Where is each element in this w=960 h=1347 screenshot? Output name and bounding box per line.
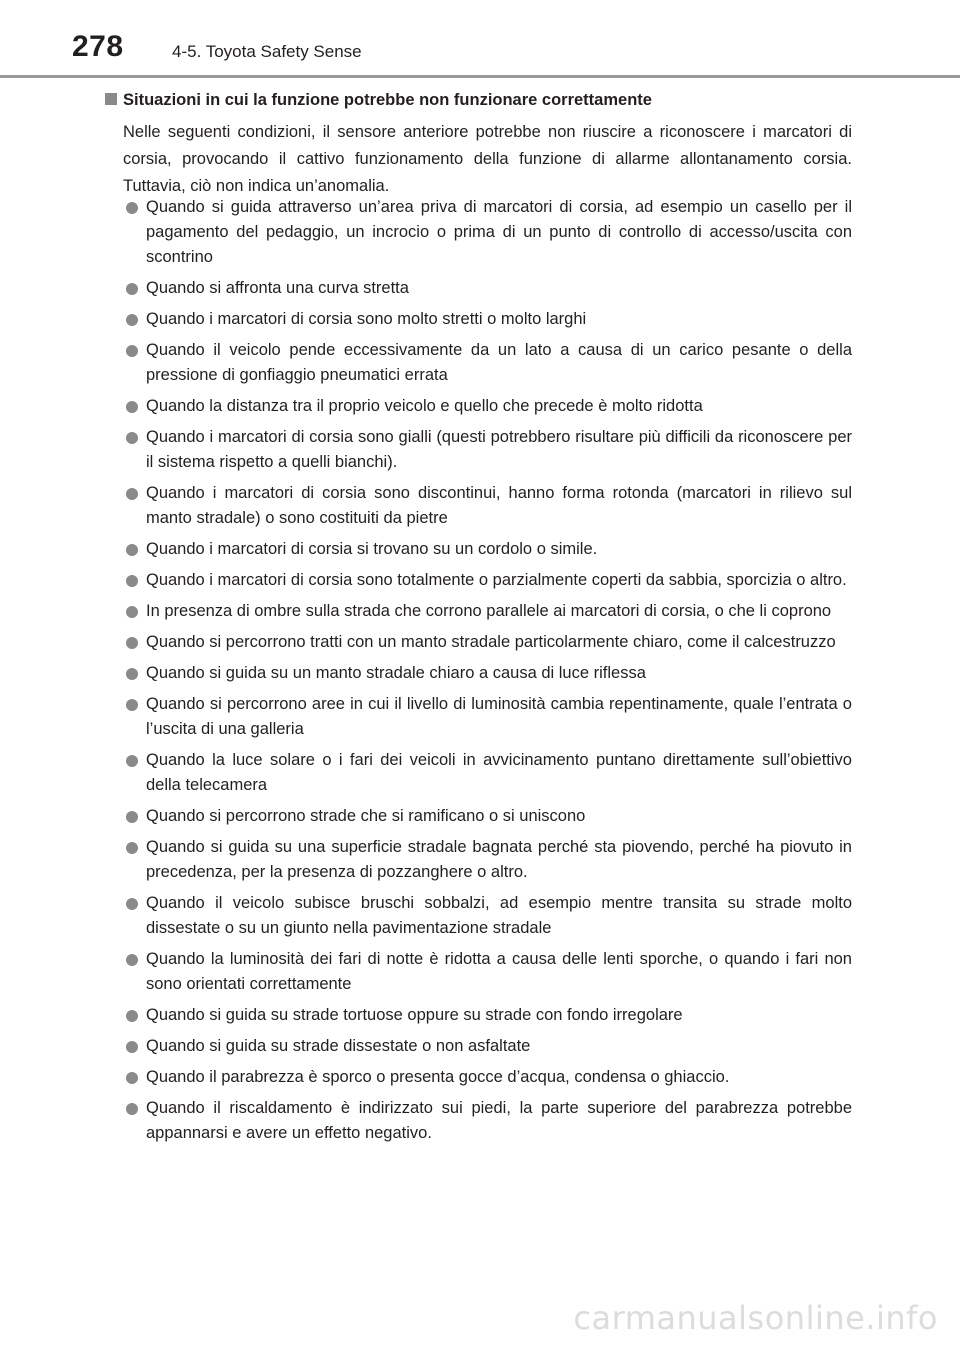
list-item: Quando il parabrezza è sporco o presenta gocce d’acqua, condensa o ghiaccio. (125, 1065, 852, 1090)
circle-bullet-icon (126, 1072, 138, 1084)
header-divider (0, 75, 960, 78)
circle-bullet-icon (126, 575, 138, 587)
intro-paragraph: Nelle seguenti condizioni, il sensore anteriore potrebbe non riuscire a riconoscere i marcatori di corsia, provocando il cattivo funzionamento della funzione di allarme allontanamento corsia. Tuttavia, ciò non indica un’anomalia. (123, 123, 852, 195)
list-item: Quando si guida su un manto stradale chiaro a causa di luce riflessa (125, 661, 852, 686)
list-item: Quando i marcatori di corsia sono gialli (questi potrebbero risultare più difficili da riconoscere per il sistema rispetto a quelli bianchi). (125, 425, 852, 475)
list-item: Quando si guida su una superficie stradale bagnata perché sta piovendo, perché ha piovuto in precedenza, per la presenza di pozzanghere o altro. (125, 835, 852, 885)
list-item: Quando i marcatori di corsia si trovano su un cordolo o simile. (125, 537, 852, 562)
list-item: Quando si affronta una curva stretta (125, 276, 852, 301)
list-item: Quando i marcatori di corsia sono molto stretti o molto larghi (125, 307, 852, 332)
list-item: Quando la luce solare o i fari dei veicoli in avvicinamento puntano direttamente sull’obiettivo della telecamera (125, 748, 852, 798)
section-heading (105, 91, 652, 110)
list-item: Quando i marcatori di corsia sono discontinui, hanno forma rotonda (marcatori in rilievo sul manto stradale) o sono costituiti da pietre (125, 481, 852, 531)
circle-bullet-icon (126, 488, 138, 500)
list-item: Quando si guida su strade dissestate o non asfaltate (125, 1034, 852, 1059)
circle-bullet-icon (126, 811, 138, 823)
circle-bullet-icon (126, 842, 138, 854)
list-item: Quando si guida su strade tortuose oppure su strade con fondo irregolare (125, 1003, 852, 1028)
list-item: Quando si percorrono tratti con un manto stradale particolarmente chiaro, come il calcestruzzo (125, 630, 852, 655)
circle-bullet-icon (126, 606, 138, 618)
circle-bullet-icon (126, 401, 138, 413)
page-number: 278 (72, 30, 124, 63)
list-item: Quando il veicolo subisce bruschi sobbalzi, ad esempio mentre transita su strade molto dissestate o su un giunto nella pavimentazione stradale (125, 891, 852, 941)
list-item: Quando i marcatori di corsia sono totalmente o parzialmente coperti da sabbia, sporcizia o altro. (125, 568, 852, 593)
list-item: Quando il veicolo pende eccessivamente da un lato a causa di un carico pesante o della pressione di gonfiaggio pneumatici errata (125, 338, 852, 388)
list-item: Quando il riscaldamento è indirizzato sui piedi, la parte superiore del parabrezza potrebbe appannarsi e avere un effetto negativo. (125, 1096, 852, 1146)
list-item: Quando si percorrono aree in cui il livello di luminosità cambia repentinamente, quale l’entrata o l’uscita di una galleria (125, 692, 852, 742)
watermark: carmanualsonline.info (573, 1299, 938, 1337)
list-item: In presenza di ombre sulla strada che corrono parallele ai marcatori di corsia, o che li coprono (125, 599, 852, 624)
circle-bullet-icon (126, 954, 138, 966)
circle-bullet-icon (126, 432, 138, 444)
square-bullet-icon (105, 93, 117, 105)
circle-bullet-icon (126, 1103, 138, 1115)
circle-bullet-icon (126, 668, 138, 680)
circle-bullet-icon (126, 755, 138, 767)
circle-bullet-icon (126, 898, 138, 910)
circle-bullet-icon (126, 202, 138, 214)
list-item: Quando la distanza tra il proprio veicolo e quello che precede è molto ridotta (125, 394, 852, 419)
list-item: Quando si percorrono strade che si ramificano o si uniscono (125, 804, 852, 829)
circle-bullet-icon (126, 699, 138, 711)
conditions-list (125, 195, 852, 1152)
list-item: Quando la luminosità dei fari di notte è ridotta a causa delle lenti sporche, o quando i fari non sono orientati correttamente (125, 947, 852, 997)
circle-bullet-icon (126, 1010, 138, 1022)
section-title: 4-5. Toyota Safety Sense (172, 42, 362, 61)
circle-bullet-icon (126, 1041, 138, 1053)
section-heading-text: Situazioni in cui la funzione potrebbe non funzionare correttamente (123, 91, 652, 109)
circle-bullet-icon (126, 544, 138, 556)
circle-bullet-icon (126, 345, 138, 357)
circle-bullet-icon (126, 637, 138, 649)
list-item: Quando si guida attraverso un’area priva di marcatori di corsia, ad esempio un casello per il pagamento del pedaggio, un incrocio o prima di un punto di controllo di accesso/uscita con scontrino (125, 195, 852, 270)
circle-bullet-icon (126, 314, 138, 326)
page-header (0, 0, 960, 78)
circle-bullet-icon (126, 283, 138, 295)
